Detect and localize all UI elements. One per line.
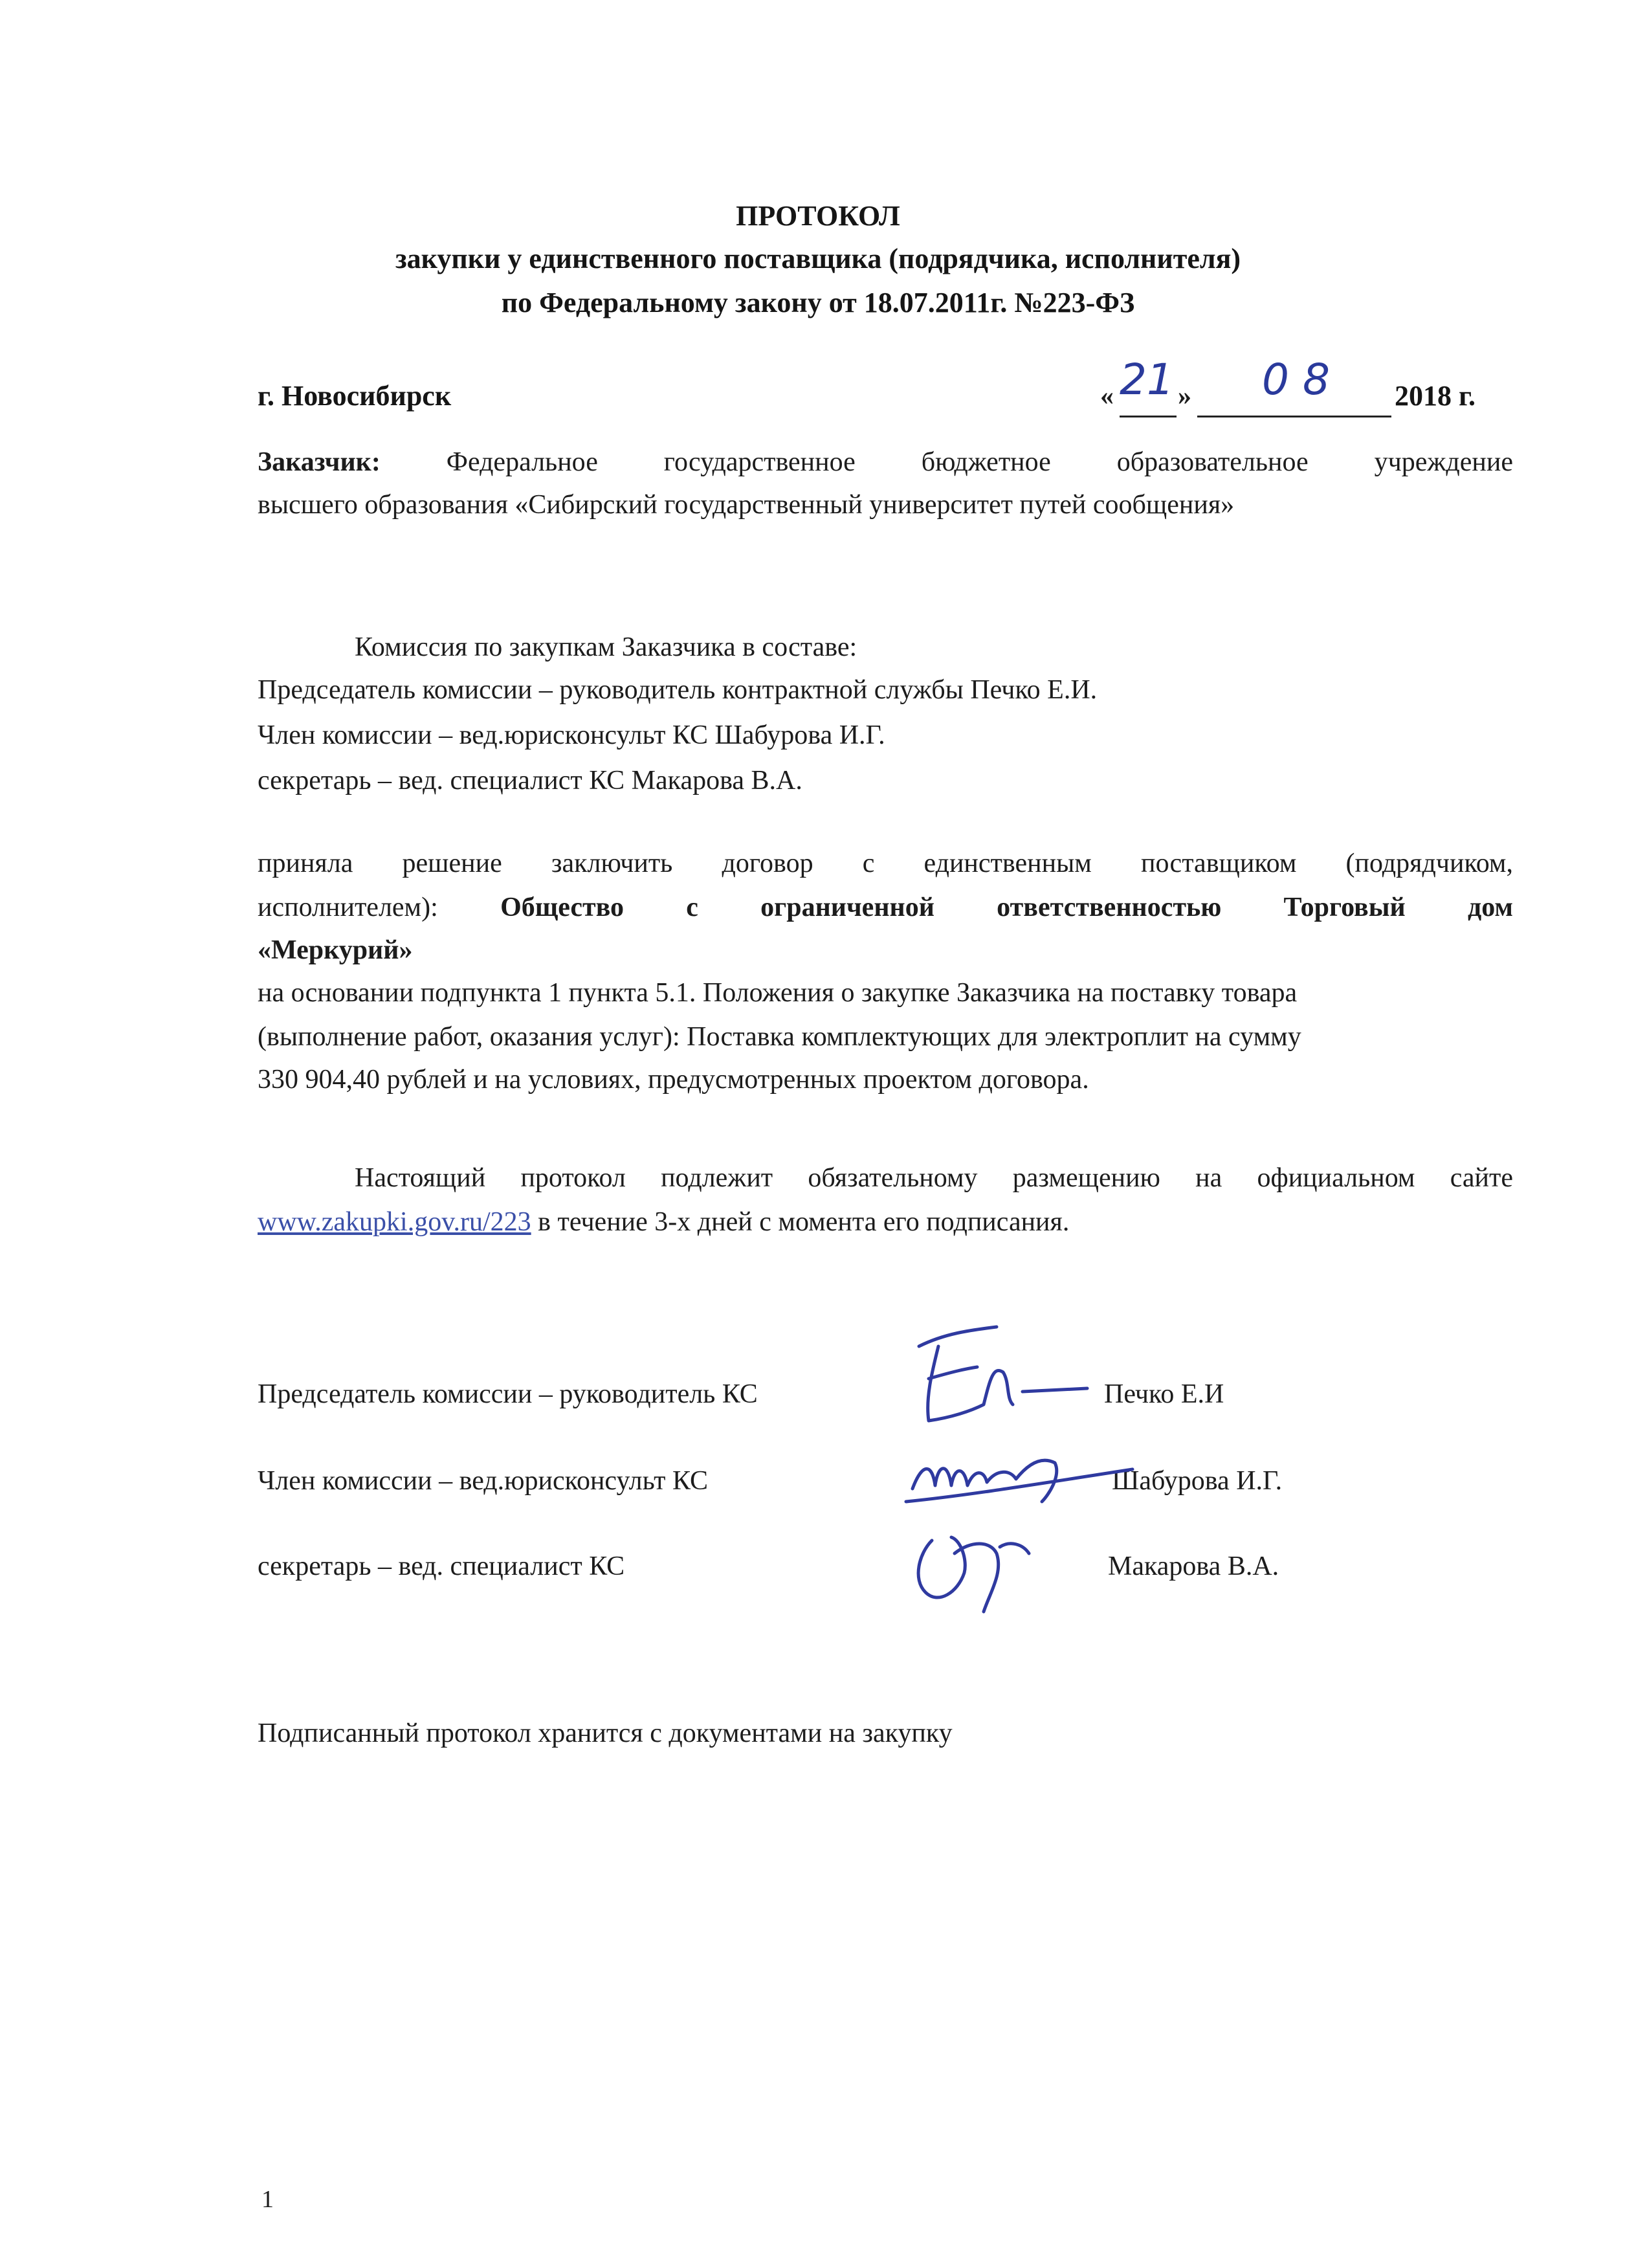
decision-basis-line-1: на основании подпункта 1 пункта 5.1. Положения о закупке Заказчика на поставку товара bbox=[258, 978, 1298, 1008]
commission-intro: Комиссия по закупкам Заказчика в составе: bbox=[355, 632, 857, 662]
city: г. Новосибирск bbox=[258, 380, 452, 412]
handwritten-signatures bbox=[893, 1307, 1139, 1631]
decision-basis-line-3: 330 904,40 рублей и на условиях, предусмотренных проектом договора. bbox=[258, 1065, 1089, 1095]
date-block bbox=[1100, 355, 1501, 426]
decision-line-2 bbox=[258, 892, 1513, 923]
signature-name-lawyer: Шабурова И.Г. bbox=[1112, 1466, 1283, 1496]
storage-note: Подписанный протокол хранится с документами на закупку bbox=[258, 1718, 953, 1748]
date-month-line bbox=[1197, 416, 1391, 417]
signature-chair-scribble bbox=[919, 1327, 1087, 1421]
date-open-quote: « bbox=[1100, 381, 1114, 411]
customer-name-part1: Федеральное государственное бюджетное образовательное учреждение bbox=[446, 447, 1514, 477]
customer-label: Заказчик: bbox=[258, 447, 381, 477]
publication-line-2-rest: в течение 3-х дней с момента его подписания. bbox=[531, 1207, 1070, 1237]
decision-prefix: исполнителем): bbox=[258, 893, 438, 922]
publication-line-1: Настоящий протокол подлежит обязательному размещению на официальном сайте bbox=[355, 1163, 1513, 1193]
supplier-name-part2: «Меркурий» bbox=[258, 935, 413, 965]
commission-member-lawyer: Член комиссии – вед.юрисконсульт КС Шабурова И.Г. bbox=[258, 720, 885, 750]
commission-member-chair: Председатель комиссии – руководитель контрактной службы Печко Е.И. bbox=[258, 675, 1098, 705]
signature-role-chair: Председатель комиссии – руководитель КС bbox=[258, 1379, 758, 1409]
page-number: 1 bbox=[261, 2186, 274, 2213]
date-day-handwritten: 21 bbox=[1120, 355, 1174, 405]
supplier-name-part1: Общество с ограниченной ответственностью Торговый дом bbox=[500, 893, 1514, 922]
date-day-line bbox=[1120, 416, 1177, 417]
commission-member-secretary: секретарь – вед. специалист КС Макарова В.А. bbox=[258, 766, 802, 795]
customer-line-1 bbox=[258, 447, 1513, 478]
date-month-handwritten: 0 8 bbox=[1262, 355, 1330, 405]
publication-line-2 bbox=[258, 1206, 1069, 1238]
document-title: ПРОТОКОЛ bbox=[736, 200, 900, 232]
customer-line-2: высшего образования «Сибирский государственный университет путей сообщения» bbox=[258, 490, 1235, 520]
signature-name-chair: Печко Е.И bbox=[1104, 1379, 1224, 1409]
signature-lawyer-scribble bbox=[906, 1460, 1133, 1502]
law-reference: по Федеральному закону от 18.07.2011г. №223-ФЗ bbox=[501, 287, 1135, 318]
document-subtitle: закупки у единственного поставщика (подрядчика, исполнителя) bbox=[395, 243, 1241, 274]
date-year: 2018 г. bbox=[1395, 380, 1476, 412]
zakupki-link[interactable]: www.zakupki.gov.ru/223 bbox=[258, 1207, 531, 1237]
signature-role-secretary: секретарь – вед. специалист КС bbox=[258, 1551, 625, 1581]
decision-line-1: приняла решение заключить договор с единственным поставщиком (подрядчиком, bbox=[258, 849, 1513, 878]
date-close-quote: » bbox=[1178, 381, 1191, 411]
signature-role-lawyer: Член комиссии – вед.юрисконсульт КС bbox=[258, 1466, 709, 1496]
signature-secretary-scribble bbox=[918, 1537, 1029, 1612]
decision-basis-line-2: (выполнение работ, оказания услуг): Поставка комплектующих для электроплит на сумму bbox=[258, 1022, 1301, 1052]
signature-name-secretary: Макарова В.А. bbox=[1108, 1551, 1279, 1581]
